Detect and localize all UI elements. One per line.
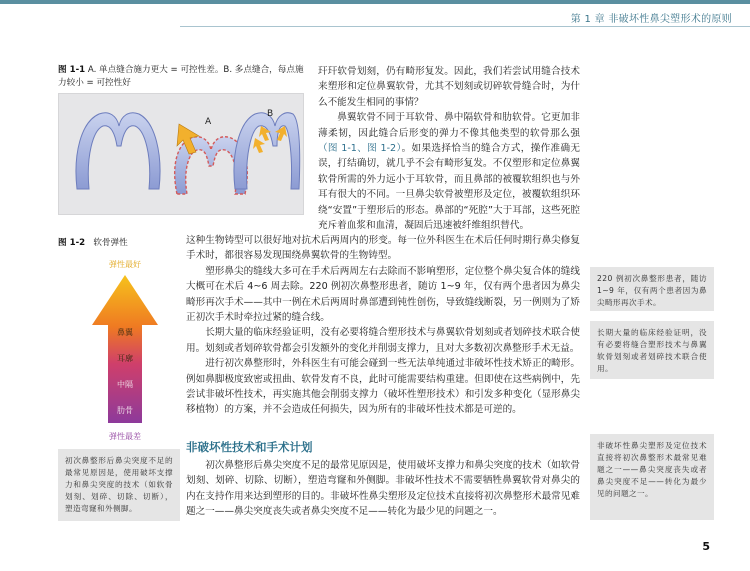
- figure1-illustration: [58, 93, 304, 215]
- left-side-note: 初次鼻整形后鼻尖突度不足的最常见原因是，使用破坏支撑力和鼻尖突度的技术（如软骨划刻、划碎、切除、切断），塑造弯窿和外侧脚。: [58, 449, 180, 521]
- figure2-caption: [58, 237, 128, 250]
- level-septum: 中隔: [117, 380, 133, 389]
- alar-cartilage-diagram: [59, 94, 303, 214]
- force-arrow-b1: [253, 138, 265, 153]
- section-paragraph: 初次鼻整形后鼻尖突度不足的最常见原因是，使用破坏支撑力和鼻尖突度的技术（如软骨划刻、划碎、切除、切断），塑造弯窿和外侧脚。非破坏性技术不需要牺牲鼻翼软骨对鼻尖的内在支持作用来达到塑形的目的。非破坏性鼻尖塑形及定位技术直接将初次鼻整形术最常见难题之一——鼻尖突度丧失或者鼻尖突度不足——转化为最少见的问题之一。: [186, 460, 580, 518]
- level-rib: 肋骨: [117, 406, 133, 415]
- side-note-2: 长期大量的临床经验证明，没有必要将缝合塑形技术与鼻翼软骨划刻或者划碎技术联合使用。: [590, 321, 714, 379]
- figure1-caption-text: A. 单点缝合施力更大 = 可控性差。B. 多点缝合，每点施力较小 = 可控性好: [58, 65, 304, 88]
- level-ear: 耳廓: [117, 354, 133, 363]
- chapter-header: 第 1 章 非破坏性鼻尖塑形术的原则: [570, 14, 732, 25]
- main-body-text: [186, 233, 580, 418]
- figure-reference: （图 1-1、图 1-2）: [318, 143, 402, 155]
- figure1-caption: [58, 64, 306, 90]
- cartilage-b: [234, 113, 300, 189]
- side-note-3: 非破坏性鼻尖塑形及定位技术直接将初次鼻整形术最常见难题之一——鼻尖突度丧失或者鼻尖突度不足——转化为最少见的问题之一。: [590, 434, 714, 520]
- elasticity-arrow: [92, 275, 158, 423]
- level-alar: 鼻翼: [117, 328, 133, 337]
- main-paragraph-1: 这种生物铸型可以很好地对抗术后两周内的形变。每一位外科医生在术后任何时期行鼻尖修复手术时，都很容易发现围绕鼻翼软骨的生物铸型。: [186, 235, 580, 262]
- right-column-text: [318, 64, 580, 233]
- right-paragraph-2: 鼻翼软骨不同于耳软骨、鼻中隔软骨和肋软骨。它更加非薄柔韧，因此缝合后形变的弹力不像其他类型的软骨那么强（图 1-1、图 1-2）。如果选择恰当的缝合方式，操作准确无误，打结确切，就几乎不会有畸形复发。不仅塑形和定位鼻翼软骨所需的外力远小于耳软骨，而且鼻部的被覆软组织也与外耳有很大的不同。一旦鼻尖软骨被塑形及定位，被覆软组织环绕“安置”于塑形后的形态。鼻部的“死腔”大于耳部，这些死腔充斥着血浆和血清，凝固后迅速被纤维组织替代。: [318, 112, 581, 232]
- top-rule: [0, 0, 750, 4]
- marker-a: A: [205, 117, 212, 127]
- side-note-1: 220 例初次鼻整形患者，随访 1~9 年，仅有两个患者因为鼻尖畸形再次手术。: [590, 267, 714, 311]
- header-line: [180, 26, 750, 27]
- figure2-label: 图 1-2: [58, 238, 86, 248]
- elasticity-diagram: [60, 255, 190, 445]
- main-paragraph-2: 塑形鼻尖的缝线大多可在手术后两周左右去除而不影响塑形，定位整个鼻尖复合体的缝线大概可在术后 4~6 周去除。220 例初次鼻整形患者，随访 1~9 年，仅有两个患者因为鼻尖畸形再次手术——其中一例在术后两周时鼻部遭到钝性创伤，导致缝线断裂，另一例则为了矫正初次手术时牵拉过紧的缝合线。: [186, 265, 580, 324]
- right-paragraph-1: 玕玕软骨划刻，仍有畸形复发。因此，我们若尝试用缝合技术来塑形和定位鼻翼软骨，尤其不划刻或切碎软骨缝合时，为什么不能发生相同的事情？: [318, 66, 580, 108]
- main-paragraph-4: 进行初次鼻整形时，外科医生有可能会碰到一些无法单纯通过非破坏性技术矫正的畸形。例如鼻脚极度致密或扭曲、软骨发育不良，此时可能需要结构重建。但即使在这些病例中，先尝试非破坏性技术，再实施其他会削弱支撑力（破坏性塑形技术）和引发多种变化（显形鼻尖移植物）的方案，并不会造成任何损失，因为所有的非破坏性技术都是可逆的。: [186, 358, 580, 416]
- main-paragraph-3: 长期大量的临床经验证明，没有必要将缝合塑形技术与鼻翼软骨划刻或者划碎技术联合使用。划刻或者划碎软骨都会引发额外的变化并削弱支撑力，且对大多数初次鼻整形手术无益。: [186, 327, 580, 354]
- cartilage-left-1: [76, 113, 160, 189]
- section-body: [186, 458, 580, 520]
- marker-b: B: [267, 109, 274, 119]
- elasticity-bottom-label: 弹性最差: [109, 432, 141, 441]
- page-number: 5: [702, 540, 710, 553]
- elasticity-top-label: 弹性最好: [109, 260, 141, 269]
- figure1-label: 图 1-1: [58, 65, 86, 75]
- figure2-caption-text: 软骨弹性: [93, 238, 128, 248]
- section-title: 非破坏性技术和手术计划: [186, 440, 313, 454]
